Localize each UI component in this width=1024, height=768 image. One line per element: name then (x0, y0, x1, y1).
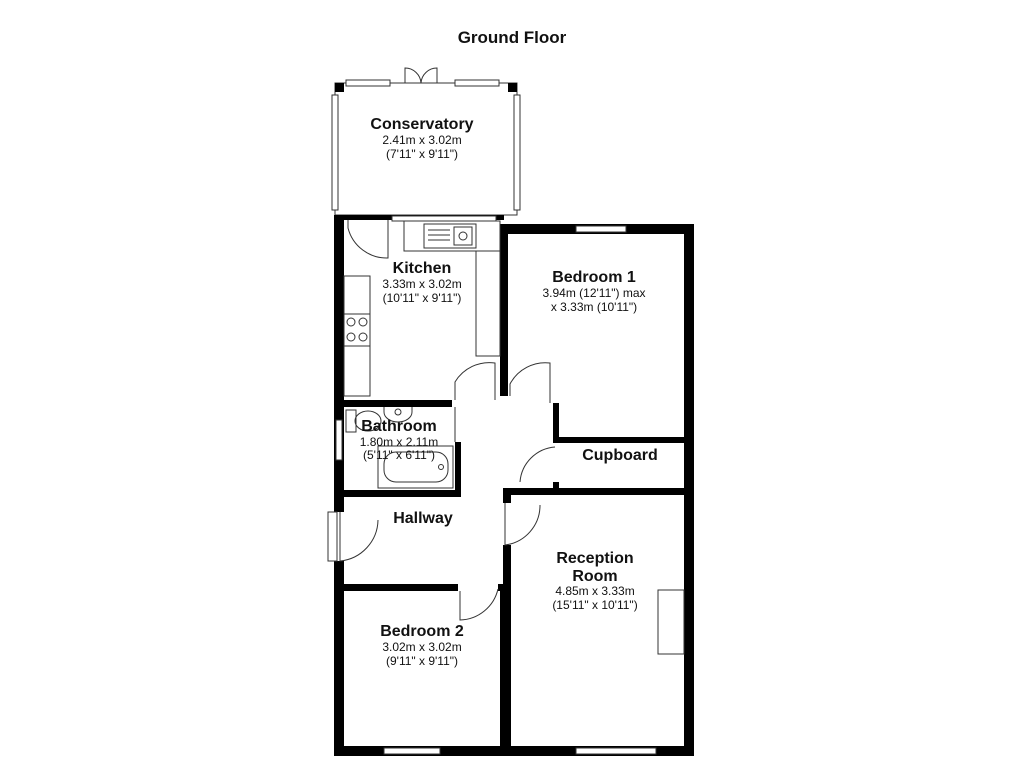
room-dimensions-imperial: (15'11" x 10'11") (552, 598, 638, 612)
window (336, 420, 342, 460)
door-swing (460, 589, 498, 620)
room-cupboard (582, 447, 658, 464)
window (576, 226, 626, 232)
door-swing (405, 68, 421, 83)
room-name: Cupboard (582, 447, 658, 464)
room-bathroom (360, 418, 438, 462)
room-name: Hallway (393, 510, 453, 527)
door-swing (505, 503, 540, 545)
window (392, 216, 496, 221)
window (384, 748, 440, 754)
room-name-line1: Reception (556, 550, 634, 567)
room-hallway (393, 510, 453, 527)
room-dimensions-metric: 3.02m x 3.02m (382, 640, 462, 654)
door-swing (520, 447, 555, 482)
kitchen-counter (344, 276, 370, 396)
room-name: Conservatory (370, 116, 474, 133)
room-dimensions-imperial: (10'11" x 9'11") (382, 291, 462, 305)
room-dimensions-metric: 1.80m x 2.11m (359, 435, 439, 449)
room-reception (552, 550, 637, 612)
fireplace-icon (658, 590, 684, 654)
door-swing (421, 68, 437, 83)
room-name: Bathroom (361, 418, 437, 435)
room-dimensions-imperial: x 3.33m (10'11") (550, 300, 638, 314)
room-dimensions-metric: 3.33m x 3.02m (382, 277, 462, 291)
room-bedroom-1 (542, 269, 645, 314)
door-swing (510, 363, 550, 403)
room-bedroom-2 (380, 623, 464, 668)
kitchen-counter (476, 251, 500, 356)
door-swing (455, 363, 495, 400)
window (332, 95, 338, 210)
room-dimensions-imperial: (7'11" x 9'11") (385, 147, 459, 161)
room-conservatory (370, 116, 473, 161)
front-door (328, 512, 337, 561)
room-dimensions-metric: 2.41m x 3.02m (382, 133, 462, 147)
room-kitchen (382, 260, 461, 305)
room-dimensions-metric: 4.85m x 3.33m (555, 584, 635, 598)
room-name: Kitchen (392, 260, 452, 277)
door-swing (340, 512, 378, 561)
room-dimensions-imperial: (9'11" x 9'11") (385, 654, 459, 668)
room-name: Bedroom 1 (552, 269, 636, 286)
kitchen-counter (404, 221, 500, 251)
room-dimensions-imperial: (5'11" x 6'11") (362, 448, 436, 462)
sink-icon (424, 224, 476, 248)
window (346, 80, 390, 86)
window (514, 95, 520, 210)
room-dimensions-metric: 3.94m (12'11") max (542, 286, 646, 300)
floor-title: Ground Floor (457, 28, 567, 47)
window (455, 80, 499, 86)
window (576, 748, 656, 754)
room-name: Bedroom 2 (380, 623, 464, 640)
room-name-line2: Room (572, 568, 618, 585)
door-swing (348, 220, 388, 258)
